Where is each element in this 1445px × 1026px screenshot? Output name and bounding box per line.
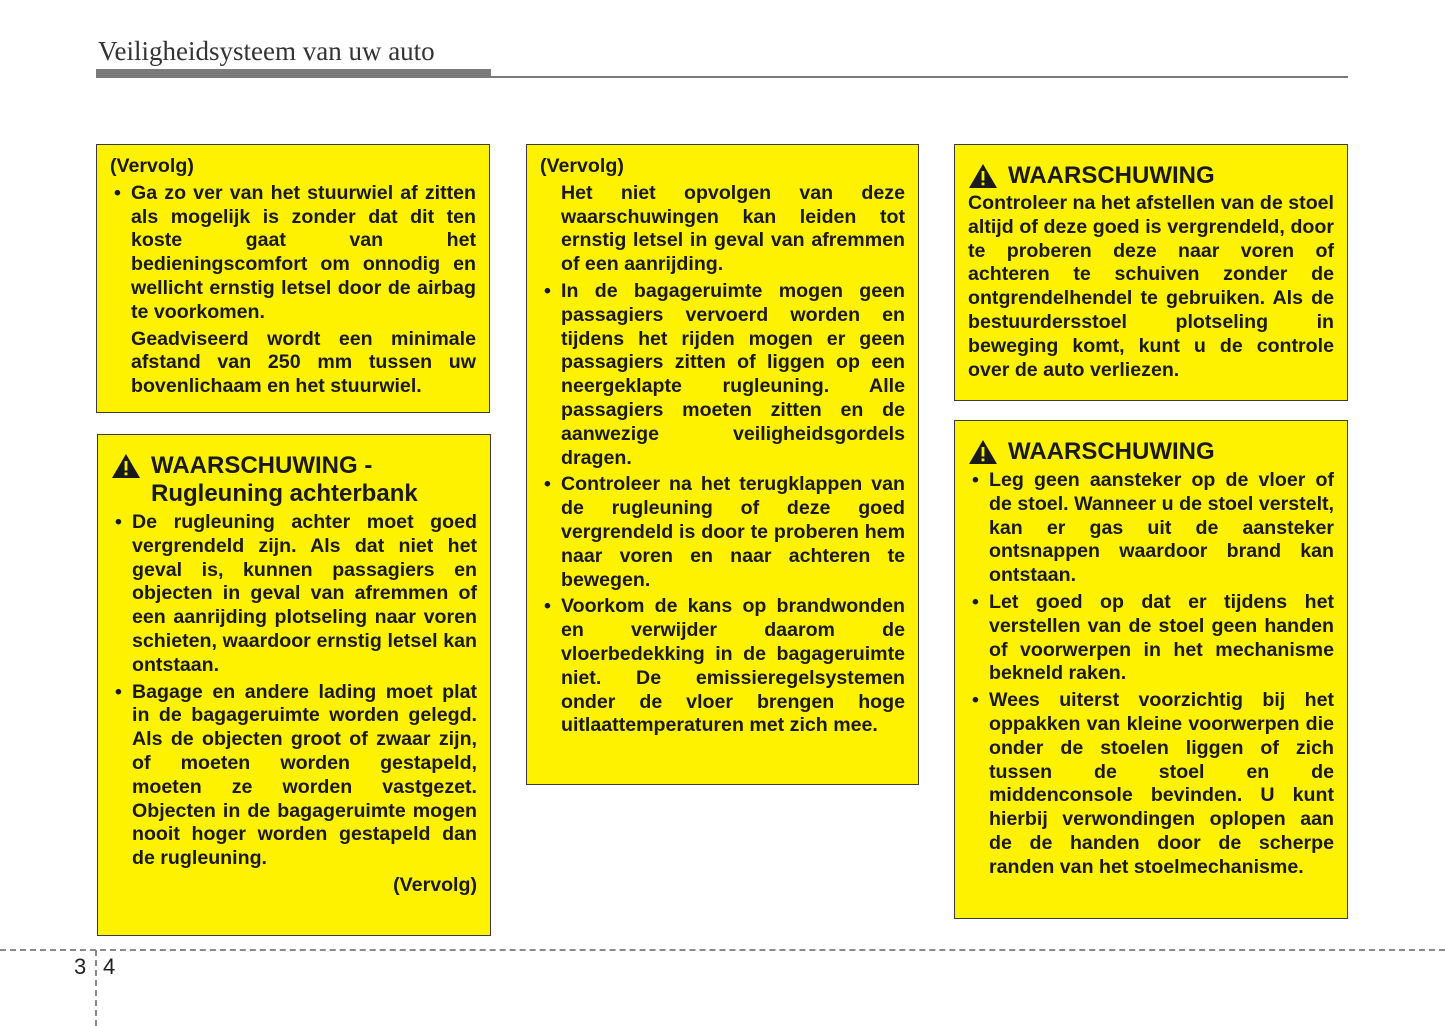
header-rule-thick (96, 69, 491, 78)
paragraph: Geadviseerd wordt een minimale afstand van 250 mm tussen uw bovenlichaam en het stuurwiel. (131, 327, 476, 398)
continued-warning-box (526, 144, 919, 785)
list-item: • Wees uiterst voorzichtig bij het oppakken van kleine voorwerpen die onder de stoelen liggen of zich tussen de stoel en de middenconsole bevinden. U kunt hierbij verwondingen oplopen aan de de handen door de scherpe randen van het stoelmechanisme. (968, 689, 1334, 879)
bullet-list (110, 182, 476, 325)
page-header-title: Veiligheidsysteem van uw auto (98, 36, 435, 66)
continued-label: (Vervolg) (540, 155, 624, 177)
list-item: • De rugleuning achter moet goed vergrendeld zijn. Als dat niet het geval is, kunnen passagiers en objecten in geval van afremmen of een aanrijding plotseling naar voren schieten, waardoor ernstig letsel kan ontstaan. (111, 511, 477, 678)
list-item: • Controleer na het terugklappen van de rugleuning of deze goed vergrendeld is door te proberen hem naar voren en naar achteren te bewegen. (540, 473, 905, 592)
continued-label: (Vervolg) (393, 873, 477, 896)
warning-title: WAARSCHUWING (1008, 162, 1215, 189)
list-item: • In de bagageruimte mogen geen passagiers vervoerd worden en tijdens het rijden mogen er geen passagiers zitten of liggen op een neergeklapte rugleuning. Alle passagiers moeten zitten en de aanwezige veiligheidsgordels dragen. (540, 280, 905, 470)
warning-box-rear-seatback (97, 434, 491, 936)
footer-dashed-divider (95, 950, 97, 1026)
warning-heading (111, 452, 477, 508)
page-number: 4 (103, 954, 116, 979)
list-item: • Let goed op dat er tijdens het verstellen van de stoel geen handen of voorwerpen in het mechanisme bekneld raken. (968, 591, 1334, 686)
footer-dashed-rule (0, 949, 1445, 951)
header-rule-thin (491, 76, 1348, 78)
list-item: • Ga zo ver van het stuurwiel af zitten als mogelijk is zonder dat dit ten koste gaat van het bedieningscomfort om onnodig en wellicht ernstig letsel door de airbag te voorkomen. (110, 182, 476, 325)
continued-label: (Vervolg) (110, 155, 194, 177)
warning-heading (968, 162, 1334, 190)
section-number: 3 (74, 954, 87, 979)
warning-subtitle: Rugleuning achterbank (151, 480, 418, 507)
warning-box-seat-hazards (954, 420, 1348, 919)
warning-title: WAARSCHUWING (1008, 438, 1215, 465)
warning-heading (968, 438, 1334, 466)
bullet-list (968, 469, 1334, 880)
continued-note-box (96, 144, 490, 413)
warning-box-seat-lock (954, 144, 1348, 401)
warning-triangle-icon (968, 163, 998, 189)
warning-triangle-icon (111, 453, 141, 479)
warning-title: WAARSCHUWING - (151, 452, 373, 479)
list-item: • Leg geen aansteker op de vloer of de stoel. Wanneer u de stoel verstelt, kan er gas uit de aansteker ontsnappen waardoor brand kan ontstaan. (968, 469, 1334, 588)
list-item: • Bagage en andere lading moet plat in de bagageruimte worden gelegd. Als de objecten groot of zwaar zijn, of moeten worden gestapeld, moeten ze worden vastgezet. Objecten in de bagageruimte mogen nooit hoger worden gestapeld dan de rugleuning. (111, 681, 477, 871)
paragraph: Controleer na het afstellen van de stoel altijd of deze goed is vergrendeld, door te proberen deze naar voren of achteren te schuiven zonder de ontgrendelhendel te gebruiken. Als de bestuurdersstoel plotseling in beweging komt, kunt u de controle over de auto verliezen. (968, 192, 1334, 381)
warning-triangle-icon (968, 439, 998, 465)
bullet-list (540, 280, 905, 738)
paragraph: Het niet opvolgen van deze waarschuwingen kan leiden tot ernstig letsel in geval van afremmen of een aanrijding. (561, 181, 905, 276)
bullet-list (111, 511, 477, 871)
list-item: • Voorkom de kans op brandwonden en verwijder daarom de vloerbedekking in de bagageruimte niet. De emissieregelsystemen onder de vloer brengen hoge uitlaattemperaturen met zich mee. (540, 595, 905, 738)
